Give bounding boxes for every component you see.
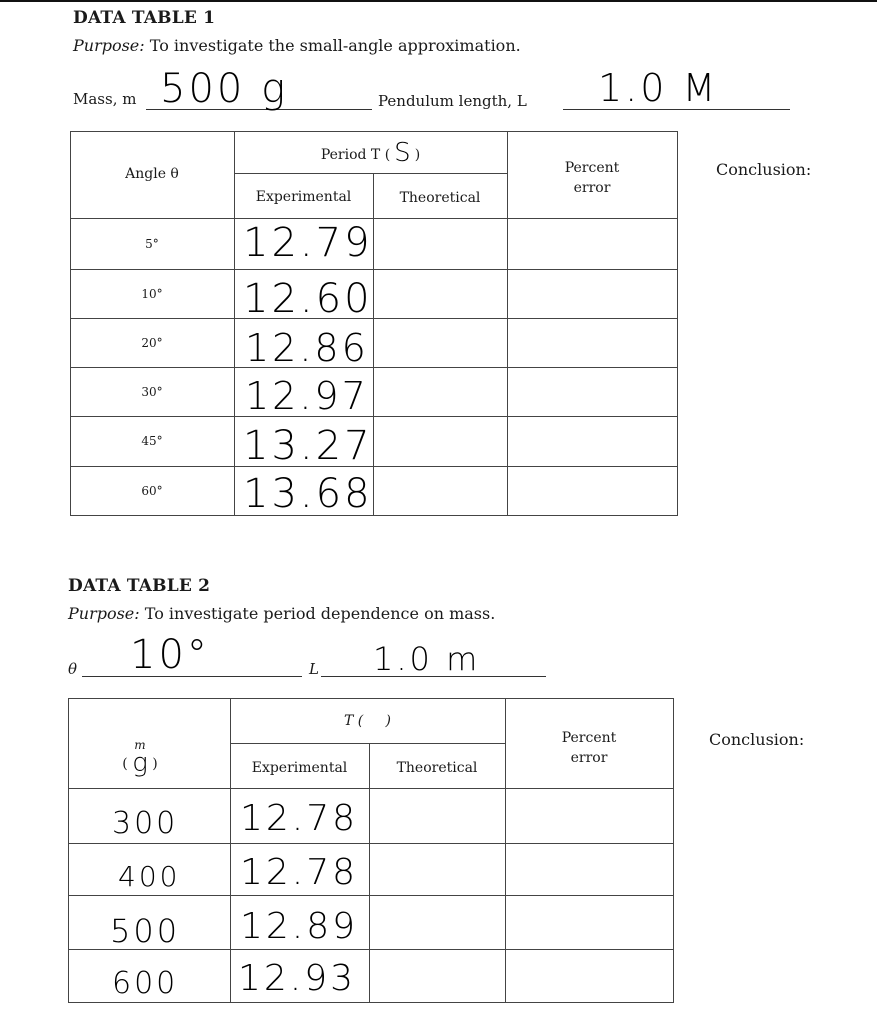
t1-header-experimental: Experimental [255,189,352,205]
t1-experimental-cell[interactable]: 13.27 [243,423,373,469]
theta-value[interactable]: 10° [130,632,210,678]
t1-header-angle: Angle θ [125,166,179,182]
t1-line [373,173,374,516]
t2-header-t: T ( ) [344,713,391,729]
t1-experimental-cell[interactable]: 12.86 [245,326,369,370]
mass-value[interactable]: 500 g [160,66,289,112]
t2-header-theoretical: Theoretical [396,760,478,776]
t1-experimental-cell[interactable]: 12.97 [245,374,369,418]
t1-angle-cell: 20° [141,336,163,350]
t1-experimental-cell[interactable]: 12.60 [243,276,373,322]
length-value[interactable]: 1.0 M [598,66,719,110]
table2-purpose-text: To investigate period dependence on mass. [144,604,496,623]
t1-line [70,131,678,132]
top-rule [0,0,877,2]
t2-mass-unit[interactable]: g [132,748,148,778]
t1-angle-cell: 60° [141,484,163,498]
t2-line [68,1002,674,1003]
t2-line [68,698,674,699]
t1-header-period: Period T ( S ) [320,138,421,168]
t2-length-label: L [309,660,319,678]
t1-line [70,367,678,368]
table2-purpose [68,604,495,623]
t1-header-percent: Percent [564,160,620,176]
theta-label: θ [68,660,78,678]
t2-mass-cell[interactable]: 300 [112,806,179,841]
t2-header-m: m [134,738,146,752]
t1-angle-cell: 30° [141,385,163,399]
t2-header-error: error [570,750,608,766]
t2-line [230,743,505,744]
t1-angle-cell: 5° [145,237,159,251]
t1-conclusion-label: Conclusion: [716,160,812,179]
t1-header-theoretical: Theoretical [399,190,481,206]
t2-mass-cell[interactable]: 600 [112,966,179,1001]
t1-line [70,318,678,319]
t1-experimental-cell[interactable]: 13.68 [243,471,373,517]
table1-purpose-text: To investigate the small-angle approximation. [149,36,521,55]
mass-label: Mass, m [73,90,137,108]
t2-line [369,743,370,1003]
t2-conclusion-label: Conclusion: [709,730,805,749]
t1-line [70,131,71,516]
t2-mass-cell[interactable]: 400 [118,860,181,893]
t1-line [70,515,678,516]
length-label: Pendulum length, L [378,92,527,110]
t1-line [70,269,678,270]
t2-experimental-cell[interactable]: 12.78 [240,798,359,839]
t2-line [673,698,674,1003]
t1-line [70,416,678,417]
t1-experimental-cell[interactable]: 12.79 [243,220,373,266]
t1-angle-cell: 10° [141,287,163,301]
t1-period-unit[interactable]: S [394,138,411,168]
t1-line [70,218,678,219]
t2-line [68,895,674,896]
t2-length-value[interactable]: 1.0 m [373,640,481,678]
table2-purpose-label: Purpose: [68,604,140,623]
t1-angle-cell: 45° [141,434,163,448]
t2-experimental-cell[interactable]: 12.78 [240,852,359,893]
t2-header-percent: Percent [561,730,617,746]
t2-experimental-cell[interactable]: 12.89 [240,906,359,947]
t1-line [677,131,678,516]
table1-purpose [73,36,521,55]
table1-purpose-label: Purpose: [73,36,145,55]
t2-line [68,788,674,789]
t1-line [70,466,678,467]
t2-header-m-unit: ( g ) [122,748,158,778]
t1-header-error: error [573,180,611,196]
t2-line [68,698,69,1003]
t2-mass-cell[interactable]: 500 [110,912,181,950]
table1-heading: DATA TABLE 1 [73,8,216,28]
t2-line [68,843,674,844]
t2-header-experimental: Experimental [251,760,348,776]
t1-line [234,173,507,174]
table2-heading: DATA TABLE 2 [68,576,211,596]
t2-experimental-cell[interactable]: 12.93 [238,958,357,999]
